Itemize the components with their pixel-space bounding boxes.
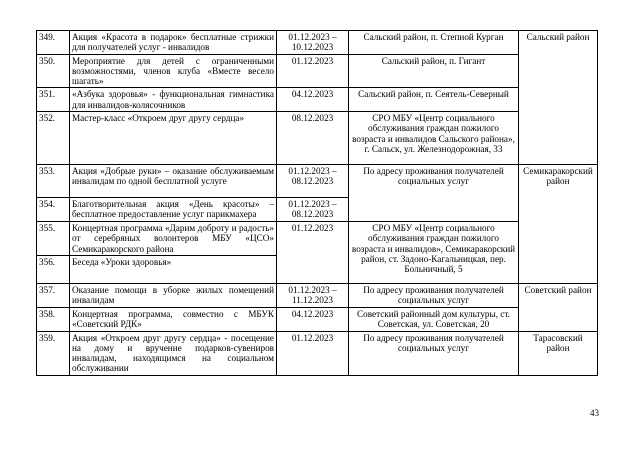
- event-name: Мероприятие для детей с ограниченными возможностями, членов клуба «Вместе весело шагать»: [70, 54, 277, 88]
- row-number: 349.: [37, 31, 70, 55]
- event-name: Концертная программа, совместно с МБУК «Советский РДК»: [70, 307, 277, 331]
- table-row: [37, 54, 598, 88]
- table-row: [37, 222, 598, 256]
- event-name: Акция «Добрые руки» – оказание обслуживаемым инвалидам по одной бесплатной услуге: [70, 165, 277, 198]
- table-row: [37, 331, 598, 375]
- event-date: 04.12.2023: [277, 88, 349, 112]
- event-name: Акция «Откроем друг другу сердца» - посещение на дому и вручение подарков-сувениров инвалидам, находящимся на социальном обслуживании: [70, 331, 277, 375]
- event-venue: СРО МБУ «Центр социального обслуживания граждан пожилого возраста и инвалидов», Семикаракорский район, ст. Задоно-Кагальницкая, пер. Больничный, 5: [349, 222, 519, 284]
- event-date: 08.12.2023: [277, 112, 349, 165]
- event-date: 01.12.2023 – 08.12.2023: [277, 165, 349, 198]
- event-name: Мастер-класс «Откроем друг другу сердца»: [70, 112, 277, 165]
- row-number: 352.: [37, 112, 70, 165]
- district-tarasovsky: Тарасовский район: [519, 331, 598, 375]
- row-number: 355.: [37, 222, 70, 256]
- event-venue: Сальский район, п. Степной Курган: [349, 31, 519, 55]
- event-date: 04.12.2023: [277, 307, 349, 331]
- table-row: [37, 88, 598, 112]
- table-row: [37, 165, 598, 198]
- table-row: [37, 31, 598, 55]
- event-date: 01.12.2023 – 10.12.2023: [277, 31, 349, 55]
- row-number: 353.: [37, 165, 70, 198]
- event-date: 01.12.2023: [277, 222, 349, 284]
- table-row: [37, 283, 598, 307]
- events-table: [36, 30, 598, 376]
- table-row: [37, 307, 598, 331]
- event-date: 01.12.2023: [277, 331, 349, 375]
- event-name: Беседа «Уроки здоровья»: [70, 255, 277, 283]
- table-row: [37, 112, 598, 165]
- event-name: «Азбука здоровья» - функциональная гимнастика для инвалидов-колясочников: [70, 88, 277, 112]
- row-number: 350.: [37, 54, 70, 88]
- event-venue: По адресу проживания получателей социальных услуг: [349, 165, 519, 222]
- event-venue: По адресу проживания получателей социальных услуг: [349, 283, 519, 307]
- district-salsk: Сальский район: [519, 31, 598, 165]
- event-venue: Сальский район, п. Сеятель-Северный: [349, 88, 519, 112]
- event-name: Концертная программа «Дарим доброту и радость» от серебряных волонтеров МБУ «ЦСО» Семикаракорского района: [70, 222, 277, 256]
- event-venue: По адресу проживания получателей социальных услуг: [349, 331, 519, 375]
- row-number: 359.: [37, 331, 70, 375]
- event-name: Оказание помощи в уборке жилых помещений инвалидам: [70, 283, 277, 307]
- page-number: 43: [590, 408, 599, 418]
- event-date: 01.12.2023: [277, 54, 349, 88]
- row-number: 351.: [37, 88, 70, 112]
- row-number: 357.: [37, 283, 70, 307]
- event-venue: Советский районный дом культуры, ст. Советская, ул. Советская, 20: [349, 307, 519, 331]
- event-venue: Сальский район, п. Гигант: [349, 54, 519, 88]
- event-name: Благотворительная акция «День красоты» – бесплатное предоставление услуг парикмахера: [70, 198, 277, 222]
- row-number: 356.: [37, 255, 70, 283]
- event-name: Акция «Красота в подарок» бесплатные стрижки для получателей услуг - инвалидов: [70, 31, 277, 55]
- district-sovetsky: Советский район: [519, 283, 598, 331]
- event-date: 01.12.2023 – 08.12.2023: [277, 198, 349, 222]
- event-date: 01.12.2023 – 11.12.2023: [277, 283, 349, 307]
- event-venue: СРО МБУ «Центр социального обслуживания граждан пожилого возраста и инвалидов Сальского района», г. Сальск, ул. Железнодорожная, 33: [349, 112, 519, 165]
- row-number: 358.: [37, 307, 70, 331]
- row-number: 354.: [37, 198, 70, 222]
- district-semikarakorsk: Семикаракорский район: [519, 165, 598, 284]
